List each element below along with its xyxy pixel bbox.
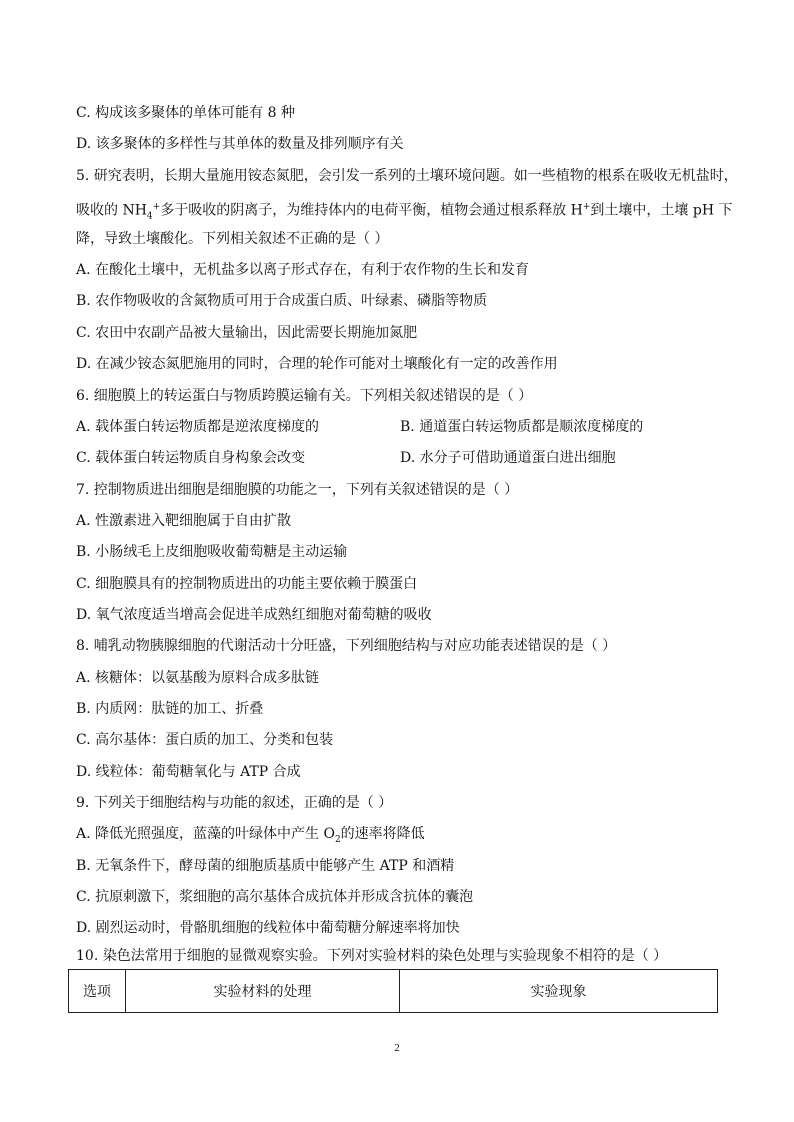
q5-option-d: D. 在减少铵态氮肥施用的同时，合理的轮作可能对土壤酸化有一定的改善作用 <box>76 356 558 372</box>
subscript: 2 <box>334 834 341 845</box>
q9-option-b: B. 无氧条件下，酵母菌的细胞质基质中能够产生 ATP 和酒精 <box>76 858 455 874</box>
q8-option-d: D. 线粒体：葡萄糖氧化与 ATP 合成 <box>76 764 301 780</box>
table-header-option: 选项 <box>69 970 126 1013</box>
q10-table <box>68 969 718 1013</box>
page-number: 2 <box>394 1042 400 1054</box>
table-header-row <box>69 970 718 1013</box>
q8-option-c: C. 高尔基体：蛋白质的加工、分类和包装 <box>76 732 334 748</box>
q5-option-a: A. 在酸化土壤中，无机盐多以离子形式存在，有利于农作物的生长和发育 <box>76 262 530 278</box>
q5-option-c: C. 农田中农副产品被大量输出，因此需要长期施加氮肥 <box>76 325 418 341</box>
q5-text-mid: 多于吸收的阴离子，为维持体内的电荷平衡，植物会通过根系释放 H <box>160 202 583 219</box>
q5-text-post: 到土壤中，土壤 pH 下 <box>590 202 733 219</box>
superscript: + <box>152 202 161 212</box>
q7-option-c: C. 细胞膜具有的控制物质进出的功能主要依赖于膜蛋白 <box>76 576 418 592</box>
q5-stem-line2 <box>76 198 733 225</box>
q9-stem: 9. 下列关于细胞结构与功能的叙述，正确的是（ ） <box>76 795 393 811</box>
q7-stem: 7. 控制物质进出细胞是细胞膜的功能之一，下列有关叙述错误的是（ ） <box>76 482 519 498</box>
q6-option-d: D. 水分子可借助通道蛋白进出细胞 <box>400 450 616 466</box>
q5-stem-line1: 5. 研究表明，长期大量施用铵态氮肥，会引发一系列的土壤环境问题。如一些植物的根系在吸收无机盐时， <box>76 168 738 184</box>
q4-option-d: D. 该多聚体的多样性与其单体的数量及排列顺序有关 <box>76 136 404 152</box>
table-header-treatment: 实验材料的处理 <box>126 970 400 1013</box>
q7-option-a: A. 性激素进入靶细胞属于自由扩散 <box>76 513 292 529</box>
q8-option-a: A. 核糖体：以氨基酸为原料合成多肽链 <box>76 670 320 686</box>
q5-text-pre: 吸收的 NH <box>76 202 147 219</box>
q6-option-a: A. 载体蛋白转运物质都是逆浓度梯度的 <box>76 419 320 435</box>
q4-option-c: C. 构成该多聚体的单体可能有 8 种 <box>76 105 295 121</box>
q9a-text-post: 的速率将降低 <box>340 826 425 842</box>
q7-option-b: B. 小肠绒毛上皮细胞吸收葡萄糖是主动运输 <box>76 544 348 560</box>
q7-option-d: D. 氧气浓度适当增高会促进羊成熟红细胞对葡萄糖的吸收 <box>76 607 432 623</box>
q6-stem: 6. 细胞膜上的转运蛋白与物质跨膜运输有关。下列相关叙述错误的是（ ） <box>76 388 533 404</box>
q9-option-d: D. 剧烈运动时，骨骼肌细胞的线粒体中葡萄糖分解速率将加快 <box>76 920 460 936</box>
superscript: + <box>582 202 591 212</box>
q6-option-c: C. 载体蛋白转运物质自身构象会改变 <box>76 450 306 466</box>
q9-option-a <box>76 825 425 849</box>
table-header-phenomenon: 实验现象 <box>400 970 718 1013</box>
q9a-text-pre: A. 降低光照强度，蓝藻的叶绿体中产生 O <box>76 826 335 842</box>
q8-stem: 8. 哺乳动物胰腺细胞的代谢活动十分旺盛，下列细胞结构与对应功能表述错误的是（ ） <box>76 638 617 654</box>
q9-option-c: C. 抗原刺激下，浆细胞的高尔基体合成抗体并形成含抗体的囊泡 <box>76 889 474 905</box>
q5-stem-line3: 降，导致土壤酸化。下列相关叙述不正确的是（ ） <box>76 231 389 247</box>
q5-option-b: B. 农作物吸收的含氮物质可用于合成蛋白质、叶绿素、磷脂等物质 <box>76 293 488 309</box>
q6-option-b: B. 通道蛋白转运物质都是顺浓度梯度的 <box>400 419 644 435</box>
q10-stem: 10. 染色法常用于细胞的显微观察实验。下列对实验材料的染色处理与实验现象不相符的是（ ） <box>76 948 668 964</box>
subscript: 4 <box>146 211 153 222</box>
q8-option-b: B. 内质网：肽链的加工、折叠 <box>76 701 264 717</box>
